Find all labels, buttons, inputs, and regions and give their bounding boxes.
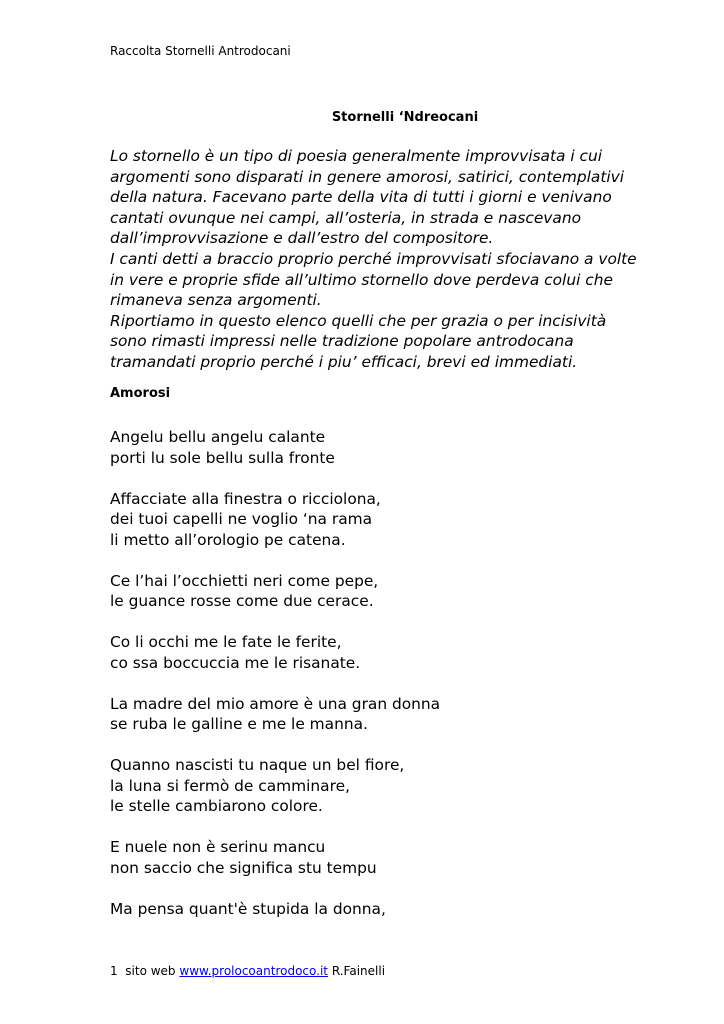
intro-line: sono rimasti impressi nelle tradizione popolare antrodocana [110,332,574,351]
stanza [110,489,630,551]
stanza [110,571,630,612]
verse-line: La madre del mio amore è una gran donna [110,694,441,713]
intro-line: cantati ovunque nei campi, all’osteria, in strada e nascevano [110,208,582,227]
verse-line: se ruba le galline e me le manna. [110,715,368,733]
footer-prefix: sito web [125,964,176,978]
intro-line: in vere e proprie sfide all’ultimo stornello dove perdeva colui che [110,270,613,289]
intro-paragraph [110,146,637,373]
stanza [110,632,630,673]
document-title: Stornelli ‘Ndreocani [331,110,479,125]
stanza [110,837,630,878]
verse-line: Quanno nascisti tu naque un bel fiore, [110,756,405,774]
verse-line: le stelle cambiarono colore. [110,797,323,815]
intro-line: Riportiamo in questo elenco quelli che per grazia o per incisività [110,311,607,330]
stanza [110,755,630,817]
intro-line: dall’improvvisazione e dall’estro del compositore. [110,229,494,248]
intro-line: argomenti sono disparati in genere amorosi, satirici, contemplativi [110,167,625,186]
verse-line: dei tuoi capelli ne voglio ‘na rama [110,510,373,528]
verse-line: non saccio che significa stu tempu [110,858,377,877]
page-number: 1 [110,964,118,978]
section-heading-amorosi: Amorosi [110,386,171,401]
footer-author: R.Fainelli [331,964,386,978]
poem-list [110,427,630,940]
intro-line: rimaneva senza argomenti. [110,291,322,310]
intro-line: tramandati proprio perché i piu’ efficaci, brevi ed immediati. [110,352,578,371]
verse-line: la luna si fermò de camminare, [110,776,350,795]
page-header: Raccolta Stornelli Antrodocani [110,44,291,58]
verse-line: Co li occhi me le fate le ferite, [110,633,342,651]
intro-line: Lo stornello è un tipo di poesia generalmente improvvisata i cui [110,147,602,165]
website-link[interactable]: www.prolocoantrodoco.it [179,964,328,978]
verse-line: porti lu sole bellu sulla fronte [110,448,335,467]
stanza [110,899,630,920]
verse-line: co ssa boccuccia me le risanate. [110,653,361,672]
verse-line: le guance rosse come due cerace. [110,592,374,610]
verse-line: E nuele non è serinu mancu [110,838,326,856]
verse-line: Ma pensa quant'è stupida la donna, [110,899,386,918]
page-footer [110,964,385,978]
verse-line: Affacciate alla finestra o ricciolona, [110,489,381,508]
intro-line: I canti detti a braccio proprio perché improvvisati sfociavano a volte [110,249,637,268]
verse-line: li metto all’orologio pe catena. [110,530,346,549]
intro-line: della natura. Facevano parte della vita di tutti i giorni e venivano [110,188,612,207]
verse-line: Ce l’hai l’occhietti neri come pepe, [110,571,379,590]
stanza [110,694,630,735]
stanza [110,427,630,468]
verse-line: Angelu bellu angelu calante [110,428,326,446]
